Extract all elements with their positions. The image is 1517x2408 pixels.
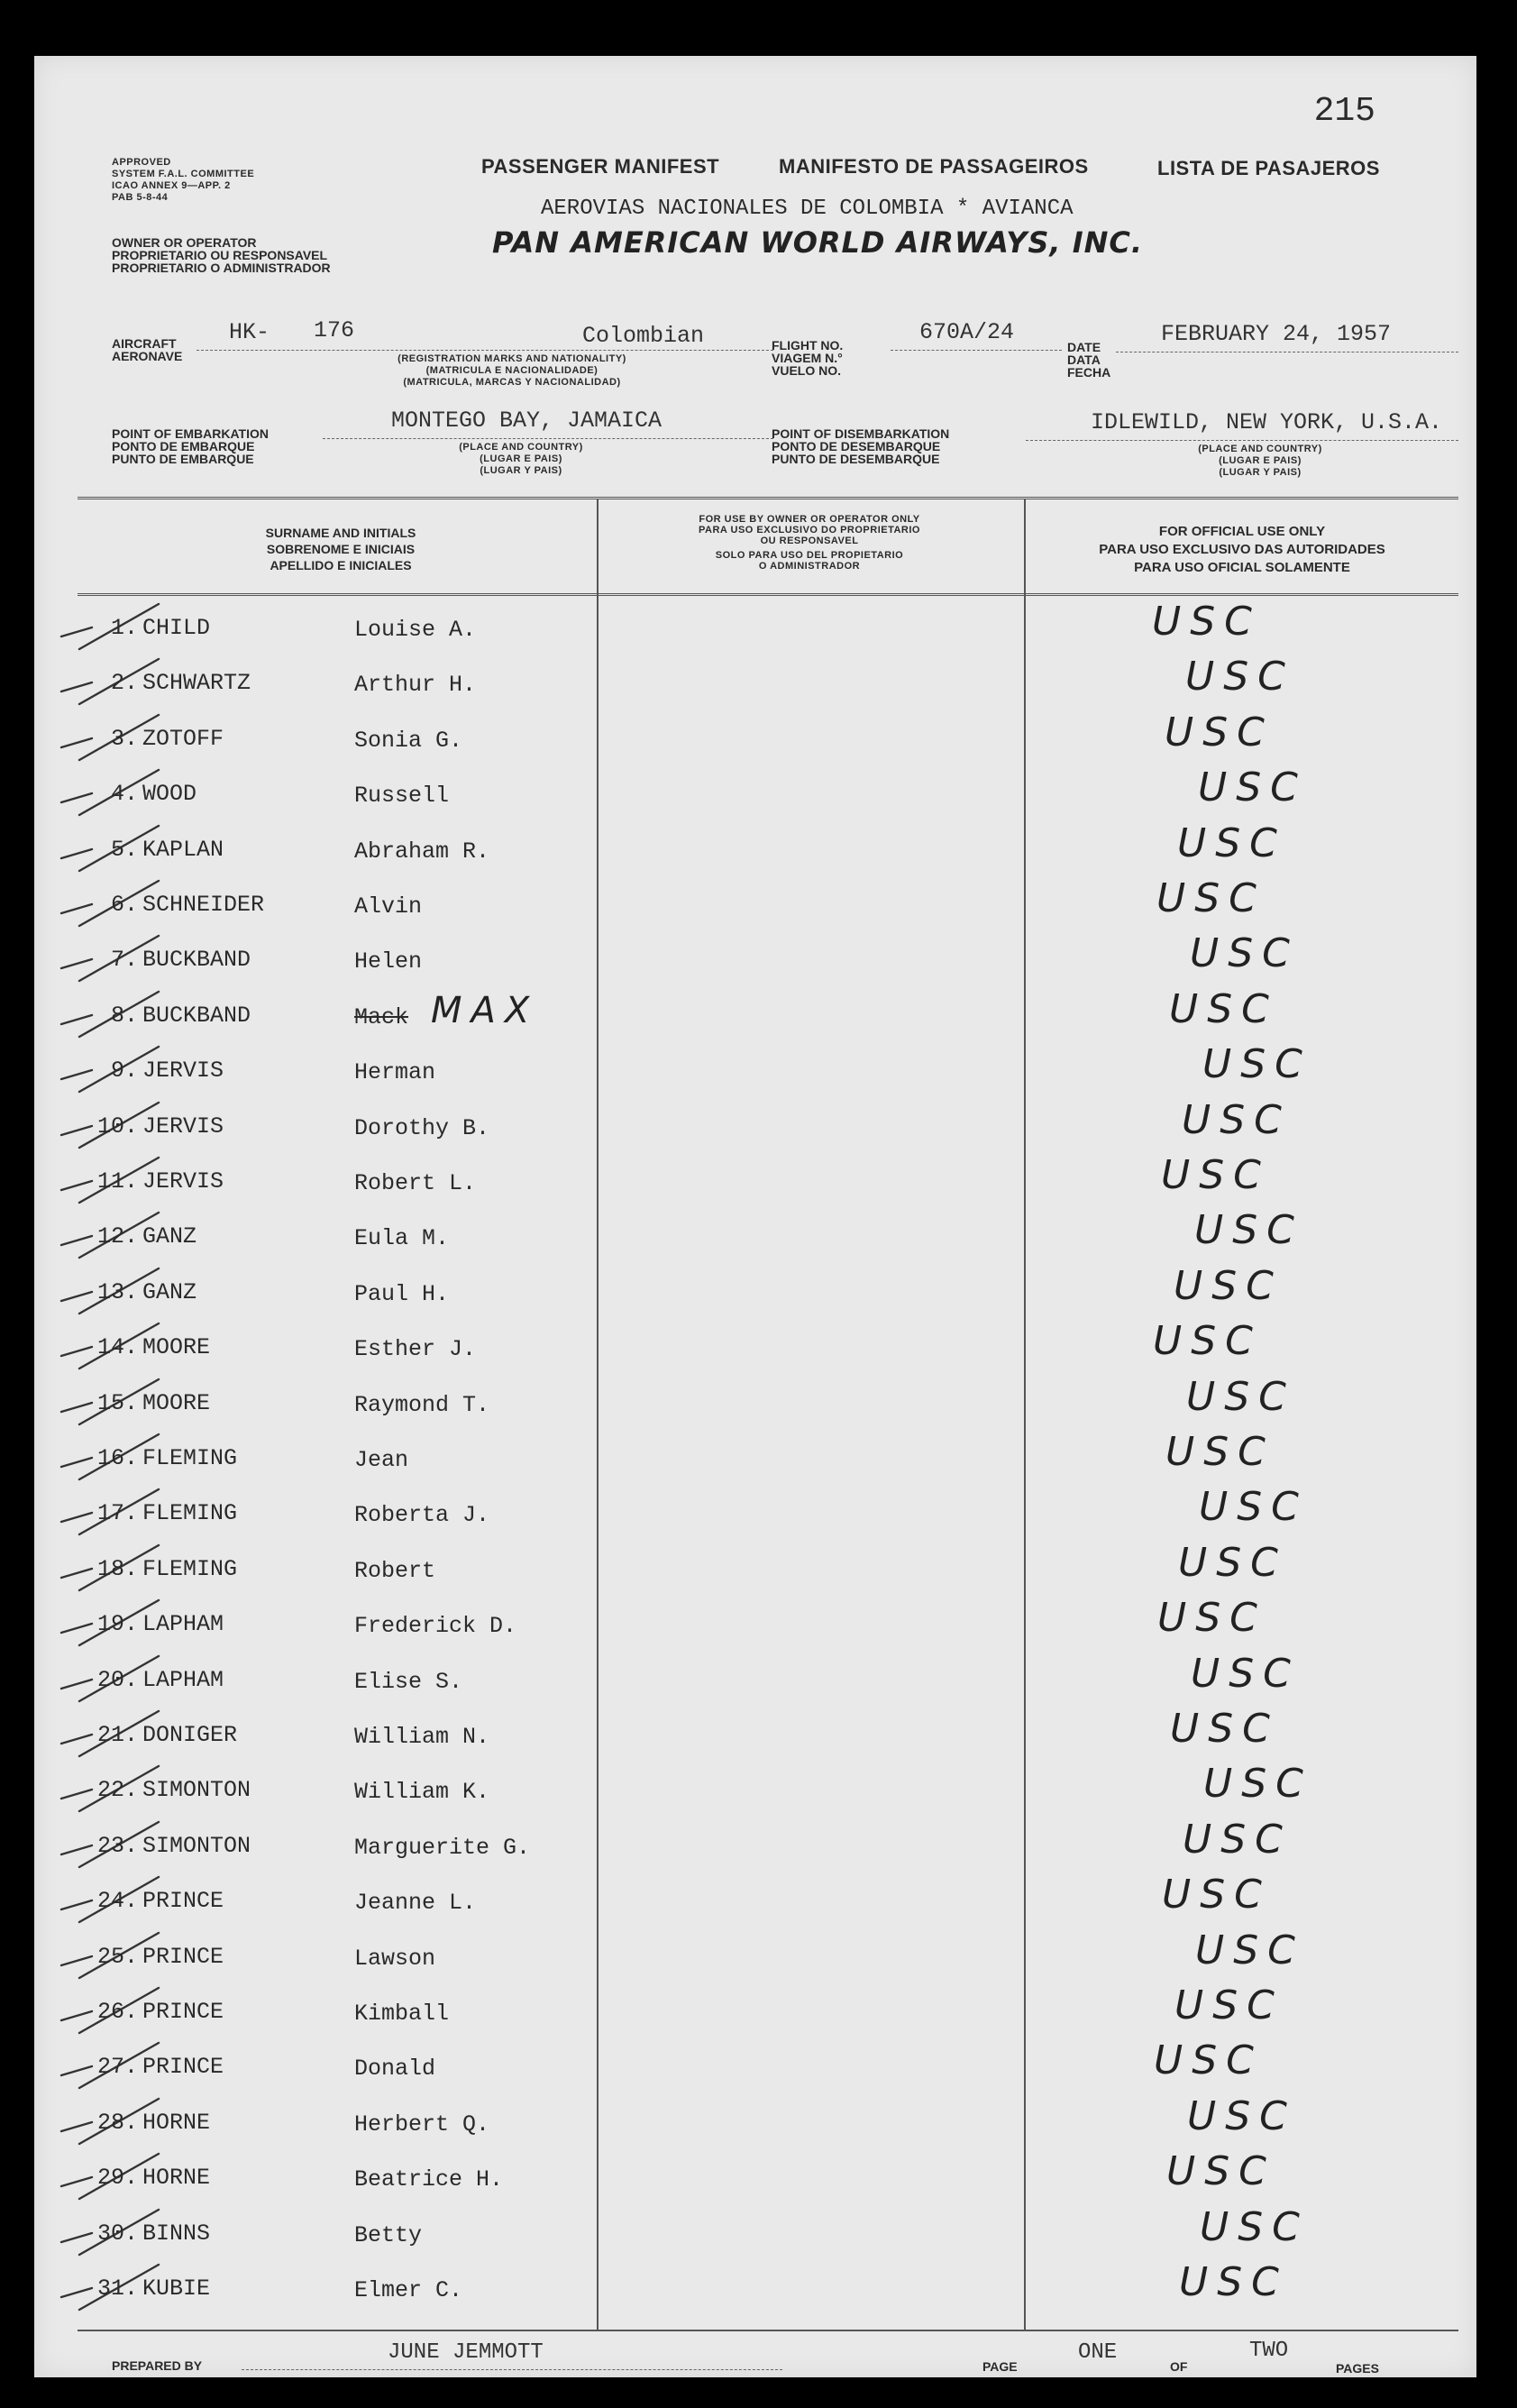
row-number: 3. [110, 725, 138, 752]
column-header-operator [629, 514, 990, 572]
passenger-surname: PRINCE [142, 2054, 224, 2081]
row-number: 16. [96, 1445, 138, 1471]
embarkation-sublabels [431, 442, 611, 477]
passenger-surname: FLEMING [142, 1445, 238, 1471]
table-bottom-rule [78, 2330, 1458, 2331]
disembarkation-label-en: POINT OF DISEMBARKATION [772, 426, 950, 441]
table-row [34, 655, 1476, 708]
passenger-surname: SIMONTON [142, 1777, 251, 1804]
official-mark: USC [1195, 1927, 1304, 1973]
aircraft-sublabel: (REGISTRATION MARKS AND NATIONALITY) [398, 353, 626, 364]
official-mark: USC [1182, 1096, 1291, 1143]
official-mark: USC [1187, 2092, 1296, 2139]
official-mark: USC [1198, 765, 1307, 811]
column-header-line: O ADMINISTRADOR [758, 561, 861, 572]
passenger-surname: HORNE [142, 2109, 211, 2136]
row-number: 15. [96, 1389, 138, 1416]
total-pages: TWO [1249, 2339, 1289, 2363]
passenger-surname: HORNE [142, 2165, 211, 2192]
aircraft-sublabel: (MATRICULA, MARCAS Y NACIONALIDAD) [403, 377, 621, 388]
column-header-line: APELLIDO E INICIALES [270, 558, 412, 572]
column-header-line: PARA USO EXCLUSIVO DO PROPRIETARIO [699, 525, 920, 536]
official-mark: USC [1170, 1706, 1279, 1752]
passenger-given-name: Herbert Q. [354, 2110, 490, 2138]
passenger-given-name: Russell [354, 783, 450, 810]
table-row [34, 2203, 1476, 2258]
table-row [34, 766, 1476, 819]
passenger-surname: KUBIE [142, 2275, 211, 2302]
flight-underline [891, 350, 1062, 351]
column-header-line: FOR OFFICIAL USE ONLY [1158, 524, 1326, 539]
table-row [34, 1043, 1476, 1095]
table-row [34, 1209, 1476, 1261]
passenger-given-name: Sonia G. [354, 727, 463, 754]
row-number: 10. [96, 1112, 138, 1140]
official-mark: USC [1161, 1152, 1270, 1198]
official-mark: USC [1157, 1595, 1266, 1642]
row-number: 4. [110, 781, 138, 808]
passenger-given-name: Roberta J. [354, 1502, 490, 1529]
column-header-line: SURNAME AND INITIALS [265, 526, 416, 540]
embarkation-sublabel: (PLACE AND COUNTRY) [459, 442, 583, 453]
flight-label-en: FLIGHT NO. [772, 338, 844, 353]
official-mark: USC [1191, 1650, 1300, 1697]
of-label: OF [1170, 2359, 1188, 2374]
official-mark: USC [1156, 875, 1266, 921]
passenger-surname: LAPHAM [142, 1611, 224, 1638]
official-mark: USC [1185, 654, 1294, 700]
flight-number: 670A/24 [919, 319, 1015, 345]
operator-stamp: PAN AMERICAN WORLD AIRWAYS, INC. [492, 225, 1144, 260]
passenger-given-name: Dorothy B. [354, 1114, 490, 1141]
table-row [34, 1096, 1476, 1151]
row-number: 18. [96, 1555, 138, 1582]
official-mark: USC [1178, 1539, 1287, 1586]
column-header-line: FOR USE BY OWNER OR OPERATOR ONLY [699, 514, 920, 525]
table-row [34, 1373, 1476, 1428]
table-row [34, 1262, 1476, 1317]
passenger-given-name: Robert [354, 1557, 436, 1584]
row-number: 2. [110, 670, 138, 697]
passenger-given-name: Abraham R. [354, 838, 490, 865]
row-number: 21. [96, 1722, 138, 1748]
row-number: 6. [110, 892, 138, 918]
official-mark: USC [1153, 1318, 1262, 1365]
official-mark: USC [1177, 819, 1286, 866]
table-row [34, 1929, 1476, 1982]
aircraft-sublabel: (MATRICULA E NACIONALIDADE) [425, 365, 599, 376]
manifest-sheet [34, 56, 1476, 2377]
row-number: 9. [110, 1058, 138, 1085]
table-row [34, 1486, 1476, 1538]
passenger-surname: DONIGER [142, 1722, 238, 1748]
official-mark: USC [1194, 1207, 1303, 1254]
passenger-given-name: William K. [354, 1779, 490, 1806]
table-row [34, 1320, 1476, 1372]
official-mark: USC [1190, 930, 1299, 977]
approval-line: SYSTEM F.A.L. COMMITTEE [112, 169, 255, 179]
row-number: 13. [96, 1278, 138, 1305]
passenger-given-name: Robert L. [354, 1170, 477, 1196]
passenger-surname: ZOTOFF [142, 725, 224, 752]
aircraft-label-en: AIRCRAFT [112, 336, 177, 351]
passenger-surname: MOORE [142, 1389, 211, 1416]
disembarkation-place: IDLEWILD, NEW YORK, U.S.A. [1091, 409, 1443, 435]
aircraft-sublabels [314, 353, 710, 389]
passenger-surname: SCHWARTZ [142, 670, 251, 697]
passenger-surname: WOOD [142, 781, 197, 808]
table-row [34, 1708, 1476, 1760]
disembarkation-sublabel: (LUGAR E PAIS) [1219, 455, 1302, 466]
table-row [34, 2261, 1476, 2313]
passenger-given-name: Betty [354, 2221, 423, 2248]
passenger-given-name: Elise S. [354, 1668, 463, 1695]
passenger-surname: MOORE [142, 1334, 211, 1361]
official-mark: USC [1183, 1816, 1292, 1863]
title-en: PASSENGER MANIFEST [481, 155, 720, 178]
disembarkation-label-es: PUNTO DE DESEMBARQUE [772, 452, 940, 466]
aircraft-label [112, 337, 182, 362]
official-mark: USC [1165, 709, 1274, 755]
flight-label [772, 339, 843, 377]
passenger-given-name: Paul H. [354, 1280, 450, 1307]
passenger-given-name: Marguerite G. [354, 1834, 531, 1861]
aircraft-registration: 176 [314, 317, 355, 343]
official-mark: USC [1162, 1872, 1271, 1918]
table-row [34, 1984, 1476, 2037]
passenger-given-name: Lawson [354, 1945, 436, 1972]
approval-line: PAB 5-8-44 [112, 192, 169, 203]
table-row [34, 1873, 1476, 1926]
prepared-by-underline [242, 2369, 782, 2370]
disembarkation-label [772, 427, 949, 465]
passenger-surname: BUCKBAND [142, 1002, 251, 1029]
row-number: 8. [110, 1002, 138, 1029]
pages-label: PAGES [1336, 2361, 1379, 2376]
title-pt: MANIFESTO DE PASSAGEIROS [779, 155, 1089, 178]
row-number: 22. [96, 1777, 138, 1804]
official-mark: USC [1174, 1982, 1284, 2028]
passenger-given-name: Jean [354, 1447, 409, 1473]
official-mark: USC [1166, 2148, 1275, 2195]
row-number: 20. [96, 1666, 138, 1693]
passenger-surname: BUCKBAND [142, 947, 251, 974]
aircraft-label-pt: AERONAVE [112, 349, 183, 363]
date-label-en: DATE [1067, 340, 1101, 354]
passenger-surname: GANZ [142, 1278, 197, 1305]
official-mark: USC [1174, 1262, 1283, 1309]
row-number: 27. [96, 2054, 138, 2081]
operator-typed: AEROVIAS NACIONALES DE COLOMBIA * AVIANCA [541, 197, 1074, 221]
row-number: 24. [96, 1888, 138, 1915]
given-name-correction: MAX [431, 989, 539, 1031]
passenger-given-name: Eula M. [354, 1225, 450, 1252]
column-header-official [1044, 523, 1440, 577]
approval-line: ICAO ANNEX 9—APP. 2 [112, 180, 231, 191]
table-row [34, 877, 1476, 929]
table-row [34, 711, 1476, 764]
official-mark: USC [1152, 599, 1261, 645]
page-value: ONE [1078, 2340, 1118, 2365]
owner-label-block [112, 236, 331, 274]
row-number: 1. [110, 615, 138, 641]
table-row [34, 2039, 1476, 2092]
table-row [34, 932, 1476, 984]
embarkation-sublabel: (LUGAR E PAIS) [480, 453, 562, 464]
passenger-surname: PRINCE [142, 1943, 224, 1970]
table-row [34, 1650, 1476, 1705]
table-row [34, 1763, 1476, 1815]
date-underline [1116, 352, 1458, 353]
table-row [34, 819, 1476, 874]
passenger-given-name: Helen [354, 948, 423, 975]
column-header-line: PARA USO OFICIAL SOLAMENTE [1134, 560, 1350, 575]
embarkation-label [112, 427, 269, 465]
table-row [34, 985, 1476, 1040]
table-row [34, 600, 1476, 653]
owner-label: OWNER OR OPERATOR [112, 235, 257, 250]
date-label [1067, 341, 1110, 379]
embarkation-place: MONTEGO BAY, JAMAICA [391, 407, 663, 434]
official-mark: USC [1165, 1429, 1275, 1475]
official-mark: USC [1154, 2037, 1263, 2084]
column-header-names [169, 525, 512, 573]
flight-date: FEBRUARY 24, 1957 [1161, 321, 1392, 347]
table-row [34, 1818, 1476, 1871]
passenger-given-name: Louise A. [354, 617, 477, 643]
row-number: 25. [96, 1943, 138, 1970]
row-number: 19. [96, 1611, 138, 1638]
passenger-given-name: Beatrice H. [354, 2166, 504, 2193]
title-es: LISTA DE PASAJEROS [1157, 157, 1380, 179]
passenger-surname: PRINCE [142, 1999, 224, 2025]
approval-line: APPROVED [112, 157, 171, 168]
row-number: 30. [96, 2220, 138, 2247]
table-row [34, 1431, 1476, 1483]
row-number: 23. [96, 1832, 138, 1859]
passenger-given-name: Raymond T. [354, 1391, 490, 1418]
row-number: 28. [96, 2109, 138, 2136]
column-header-line: PARA USO EXCLUSIVO DAS AUTORIDADES [1099, 542, 1385, 557]
disembarkation-underline [1026, 440, 1458, 441]
table-row [34, 2150, 1476, 2202]
disembarkation-label-pt: PONTO DE DESEMBARQUE [772, 439, 941, 453]
passenger-given-name: Kimball [354, 2001, 450, 2027]
disembarkation-sublabels [1152, 444, 1368, 479]
passenger-surname: BINNS [142, 2220, 211, 2247]
page-number: 215 [1313, 92, 1375, 131]
passenger-surname: LAPHAM [142, 1666, 224, 1693]
passenger-surname: SCHNEIDER [142, 892, 265, 918]
table-row [34, 2092, 1476, 2147]
passenger-surname: SIMONTON [142, 1832, 251, 1859]
embarkation-label-pt: PONTO DE EMBARQUE [112, 439, 255, 453]
passenger-given-name: Herman [354, 1059, 436, 1086]
disembarkation-sublabel: (LUGAR Y PAIS) [1219, 467, 1302, 478]
row-number: 26. [96, 1999, 138, 2025]
passenger-surname: JERVIS [142, 1168, 224, 1195]
date-label-pt: DATA [1067, 353, 1101, 367]
owner-label: PROPRIETARIO OU RESPONSAVEL [112, 248, 328, 262]
owner-label: PROPRIETARIO O ADMINISTRADOR [112, 261, 331, 275]
aircraft-prefix: HK- [229, 319, 270, 345]
official-mark: USC [1186, 1373, 1295, 1420]
passenger-given-name: Frederick D. [354, 1613, 517, 1640]
official-mark: USC [1203, 1761, 1312, 1808]
table-row [34, 1154, 1476, 1206]
embarkation-label-es: PUNTO DE EMBARQUE [112, 452, 254, 466]
flight-label-pt: VIAGEM N.° [772, 351, 843, 365]
passenger-given-name: Alvin [354, 893, 423, 920]
passenger-surname: FLEMING [142, 1555, 238, 1582]
table-row [34, 1539, 1476, 1594]
passenger-surname: KAPLAN [142, 836, 224, 863]
official-mark: USC [1199, 1484, 1308, 1531]
table-row [34, 1597, 1476, 1649]
passenger-given-name: Arthur H. [354, 672, 477, 699]
embarkation-underline [323, 438, 773, 439]
aircraft-nationality: Colombian [582, 323, 705, 349]
official-mark: USC [1169, 985, 1278, 1032]
row-number: 11. [96, 1168, 138, 1195]
flight-label-es: VUELO NO. [772, 363, 842, 378]
row-number: 5. [110, 836, 138, 863]
column-header-line: SOLO PARA USO DEL PROPIETARIO [715, 550, 904, 561]
passenger-surname: GANZ [142, 1223, 197, 1250]
prepared-by-label: PREPARED BY [112, 2358, 203, 2373]
passenger-given-name: Elmer C. [354, 2277, 463, 2303]
row-number: 12. [96, 1223, 138, 1250]
row-number: 7. [110, 947, 138, 974]
column-header-line: SOBRENOME E INICIAIS [266, 542, 416, 556]
embarkation-sublabel: (LUGAR Y PAIS) [480, 465, 562, 476]
passenger-given-name: William N. [354, 1724, 490, 1750]
passenger-surname: FLEMING [142, 1500, 238, 1527]
passenger-given-name: Mack [354, 1003, 409, 1030]
passenger-surname: JERVIS [142, 1058, 224, 1085]
aircraft-underline [196, 350, 773, 351]
passenger-surname: CHILD [142, 615, 211, 641]
passenger-given-name: Esther J. [354, 1336, 477, 1363]
passenger-surname: PRINCE [142, 1888, 224, 1915]
disembarkation-sublabel: (PLACE AND COUNTRY) [1198, 444, 1322, 454]
table-top-rule [78, 497, 1458, 499]
row-number: 14. [96, 1334, 138, 1361]
approval-block [112, 157, 254, 204]
official-mark: USC [1202, 1041, 1311, 1088]
passenger-given-name: Jeanne L. [354, 1890, 477, 1917]
passenger-given-name: Donald [354, 2055, 436, 2083]
header-bottom-rule [78, 593, 1458, 596]
row-number: 29. [96, 2165, 138, 2192]
prepared-by-name: JUNE JEMMOTT [388, 2340, 544, 2365]
official-mark: USC [1179, 2259, 1288, 2305]
column-header-line: OU RESPONSAVEL [760, 536, 859, 546]
row-number: 17. [96, 1500, 138, 1527]
passenger-surname: JERVIS [142, 1112, 224, 1140]
embarkation-label-en: POINT OF EMBARKATION [112, 426, 269, 441]
date-label-es: FECHA [1067, 365, 1111, 380]
row-number: 31. [96, 2275, 138, 2302]
page-label: PAGE [982, 2359, 1018, 2374]
official-mark: USC [1200, 2203, 1309, 2250]
